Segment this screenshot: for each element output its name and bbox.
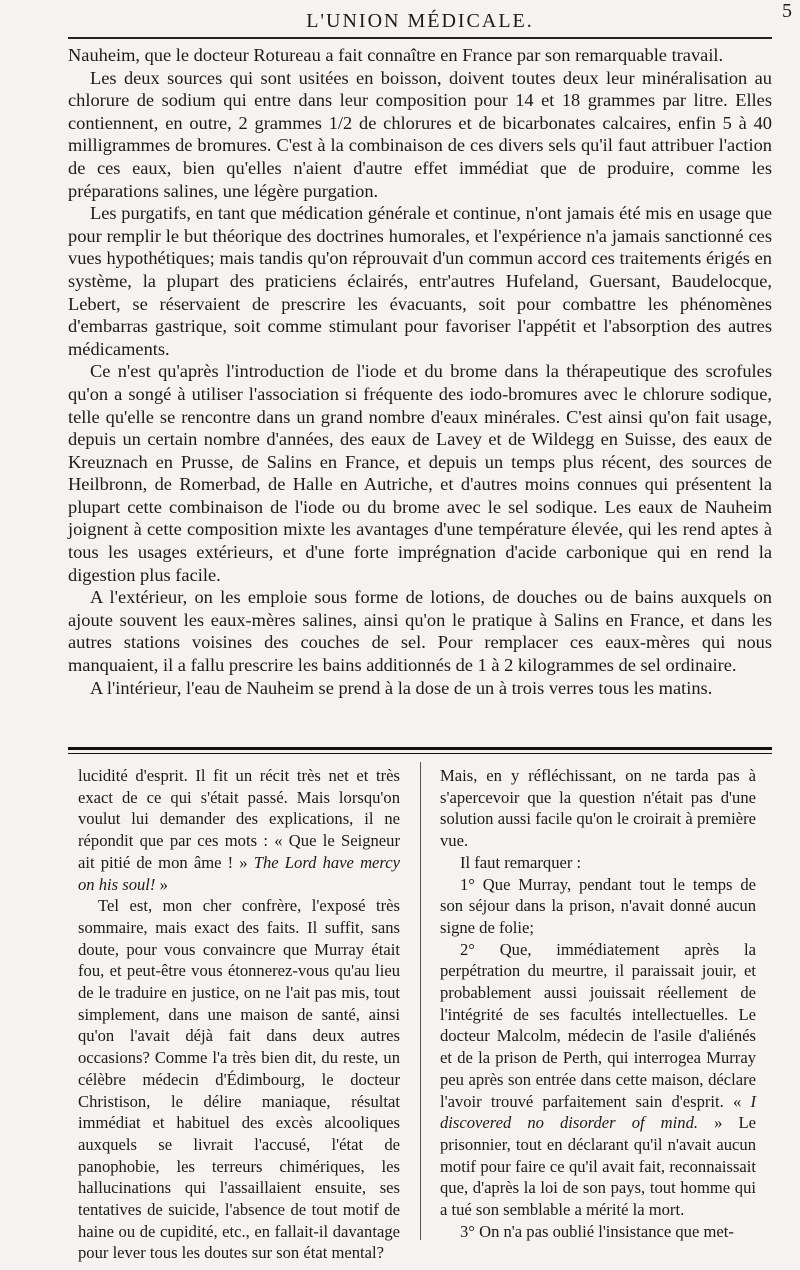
text-run: lucidité d'esprit. Il fit un récit très net et très exact de ce qui s'était passé. Mais lorsqu'on voulut lui demander des explications, il ne répondit que par ces mots : « Que le Seigneur ait pitié de mon âme ! »: [78, 766, 400, 872]
text-run: » Le prisonnier, tout en déclarant qu'il n'avait aucun motif pour faire ce qu'il avait fait, reconnaissait que, d'après la loi de son pays, tout homme qui a tué son semblable a mérité la mort.: [440, 1113, 756, 1220]
english-quote: The Lord have mercy on his soul!: [78, 852, 400, 894]
feuilleton-left-column: [78, 765, 400, 1264]
paragraph: Les purgatifs, en tant que médication générale et continue, n'ont jamais été mis en usage que pour remplir le but théorique des doctrines humorales, et l'expérience n'a jamais sanctionné ces vues hypothétiques; mais tandis qu'on réprouvait d'un commun accord ces traitements érigés en système, la plupart des praticiens éclairés, entr'autres Hufeland, Guersant, Baudelocque, Lebert, se réservaient de prescrire les évacuants, soit pour combattre les phénomènes d'embarras gastrique, soit comme stimulant pour favoriser l'appétit et l'absorption des autres médicaments.: [68, 203, 772, 359]
paragraph: A l'intérieur, l'eau de Nauheim se prend à la dose de un à trois verres tous les matins.: [90, 677, 713, 698]
header-rule: [68, 37, 772, 39]
paragraph: A l'extérieur, on les emploie sous forme de lotions, de douches ou de bains auxquels on ajoute souvent les eaux-mères salines, ainsi qu'on le pratique à Salins en France, et dans les autres stations voisines des couches de sel. Pour remplacer ces eaux-mères qui nous manquaient, il a fallu prescrire les bains additionnés de 1 à 2 kilogrammes de sel ordinaire.: [68, 587, 772, 676]
paragraph: Nauheim, que le docteur Rotureau a fait connaître en France par son remarquable travail.: [68, 45, 724, 65]
main-article: [68, 44, 772, 699]
paragraph: 3° On n'a pas oublié l'insistance que met-: [460, 1221, 734, 1241]
paragraph: Les deux sources qui sont usitées en boisson, doivent toutes deux leur minéralisation au chlorure de sodium qui entre dans leur composition pour 14 et 18 grammes par litre. Elles contiennent, en outre, 2 grammes 1/2 de chlorures et de bicarbonates calcaires, enfin 5 à 40 milligrammes de bromures. C'est à la combinaison de ces divers sels qu'il faut attribuer l'action de ces eaux, bien qu'elles n'aient d'autre effet immédiat que de produire, comme les préparations salines, une légère purgation.: [68, 67, 772, 201]
text-run: 2° Que, immédiatement après la perpétration du meurtre, il paraissait jouir, et probablement aussi jouissait réellement de l'intégrité de ses facultés intellectuelles. Le docteur Malcolm, médecin de l'asile d'aliénés et de la prison de Perth, qui interrogea Murray peu après son entrée dans cette maison, déclare l'avoir trouvé parfaitement sain d'esprit. «: [440, 939, 756, 1111]
paragraph: Il faut remarquer :: [460, 852, 582, 872]
feuilleton-right-column: [440, 765, 756, 1242]
paragraph: 1° Que Murray, pendant tout le temps de son séjour dans la prison, n'avait donné aucun signe de folie;: [440, 874, 756, 937]
column-divider: [420, 762, 421, 1240]
paragraph: Tel est, mon cher confrère, l'exposé très sommaire, mais exact des faits. Il suffit, sans doute, pour vous convaincre que Murray était fou, et peut-être vous étonnerez-vous qu'au lieu de le traduire en justice, on ne l'ait pas mis, tout simplement, dans une maison de santé, ainsi qu'on l'avait déjà fait dans deux autres occasions? Comme l'a très bien dit, du reste, un célèbre médecin d'Édimbourg, le docteur Christison, le délire maniaque, résultat immédiat et habituel des excès alcooliques auxquels se livrait l'accusé, l'état de panophobie, les terreurs chimériques, les hallucinations qui l'assaillaient ensuite, ses tentatives de suicide, l'absence de tout motif de haine ou de cupidité, etc., en fallait-il davantage pour lever tous les doutes sur son état mental?: [78, 896, 400, 1263]
paragraph: [440, 939, 756, 1221]
paragraph: Ce n'est qu'après l'introduction de l'iode et du brome dans la thérapeutique des scrofules qu'on a songé à utiliser l'association si fréquente des iodo-bromures avec le chlorure sodique, telle qu'elle se rencontre dans un grand nombre d'eaux minérales. C'est ainsi qu'on fait usage, depuis un certain nombre d'années, des eaux de Lavey et de Wildegg en Suisse, des eaux de Kreuznach en Prusse, de Salins en France, et depuis un temps plus récent, des sources de Heilbronn, de Romerbad, de Halle en Autriche, et d'autres moins connues qui présentent la plupart cette combinaison de l'iode ou du brome avec le sel sodique. Les eaux de Nauheim joignent à cette composition mixte les avantages d'une température élevée, qui les rend aptes à tous les usages extérieurs, et d'une forte imprégnation d'acide carbonique qui en rend la digestion plus facile.: [68, 361, 772, 585]
paragraph: [78, 765, 400, 895]
paragraph: Mais, en y réfléchissant, on ne tarda pas à s'apercevoir que la question n'était pas d'une solution aussi facile qu'on le croirait à première vue.: [440, 766, 756, 851]
english-quote: I discovered no disorder of mind.: [440, 1091, 756, 1133]
page-number: 5: [782, 0, 792, 22]
journal-title: L'UNION MÉDICALE.: [306, 9, 534, 32]
running-header: [68, 10, 772, 32]
section-separator: [68, 747, 772, 750]
text-run: »: [155, 874, 168, 894]
section-separator-thin: [68, 753, 772, 754]
